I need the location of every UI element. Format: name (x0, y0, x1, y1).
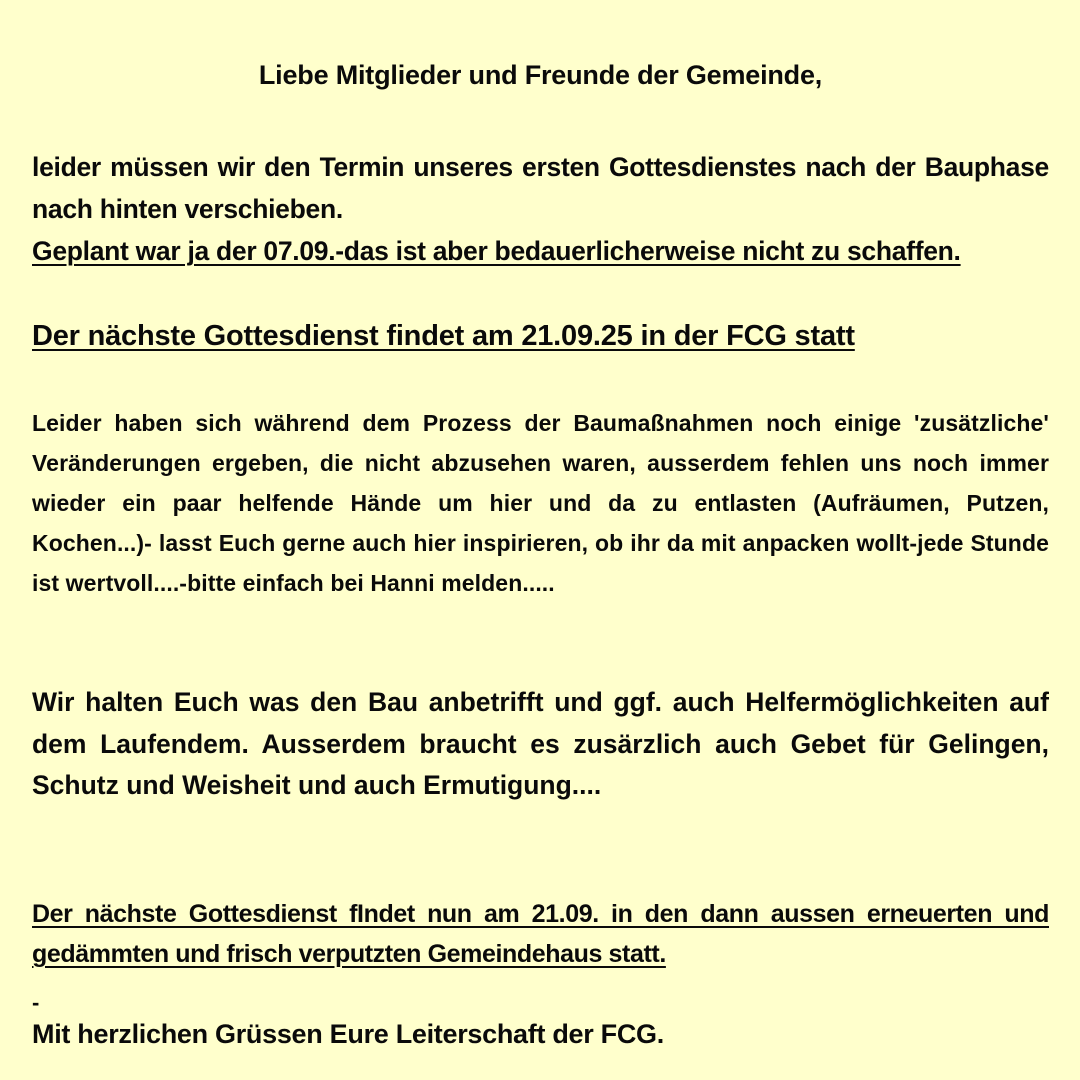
separator-dash: - (32, 990, 40, 1015)
closing-signature: Mit herzlichen Grüssen Eure Leiterschaft der FCG. (32, 1019, 664, 1049)
greeting-heading: Liebe Mitglieder und Freunde der Gemeinde, (258, 60, 823, 90)
next-service-headline-text: Der nächste Gottesdienst findet am 21.09.25 in der FCG statt (32, 320, 855, 352)
next-service-detail-text: Der nächste Gottesdienst fIndet nun am 21.09. in den dann aussen erneuerten und gedämmten und frisch verputzten Gemeindehaus statt. (32, 900, 1049, 968)
planned-date-text: Geplant war ja der 07.09.-das ist aber bedauerlicherweise nicht zu schaffen. (32, 236, 961, 266)
next-service-headline (32, 316, 1049, 356)
intro-paragraph: leider müssen wir den Termin unseres ersten Gottesdienstes nach der Bauphase nach hinten verschieben. (32, 152, 1049, 224)
updates-paragraph: Wir halten Euch was den Bau anbetrifft und ggf. auch Helfermöglichkeiten auf dem Laufendem. Ausserdem braucht es zusärzlich auch Gebet für Gelingen, Schutz und Weisheit und auch Ermutigung.... (32, 687, 1049, 800)
changes-paragraph: Leider haben sich während dem Prozess der Baumaßnahmen noch einige 'zusätzliche' Veränderungen ergeben, die nicht abzusehen waren, ausserdem fehlen uns noch immer wieder ein paar helfende Hände um hier und da zu entlasten (Aufräumen, Putzen, Kochen...)- lasst Euch gerne auch hier inspirieren, ob ihr da mit anpacken wollt-jede Stunde ist wertvoll....-bitte einfach bei Hanni melden..... (32, 410, 1049, 596)
planned-date-note (32, 230, 1049, 272)
next-service-detail (32, 894, 1049, 974)
